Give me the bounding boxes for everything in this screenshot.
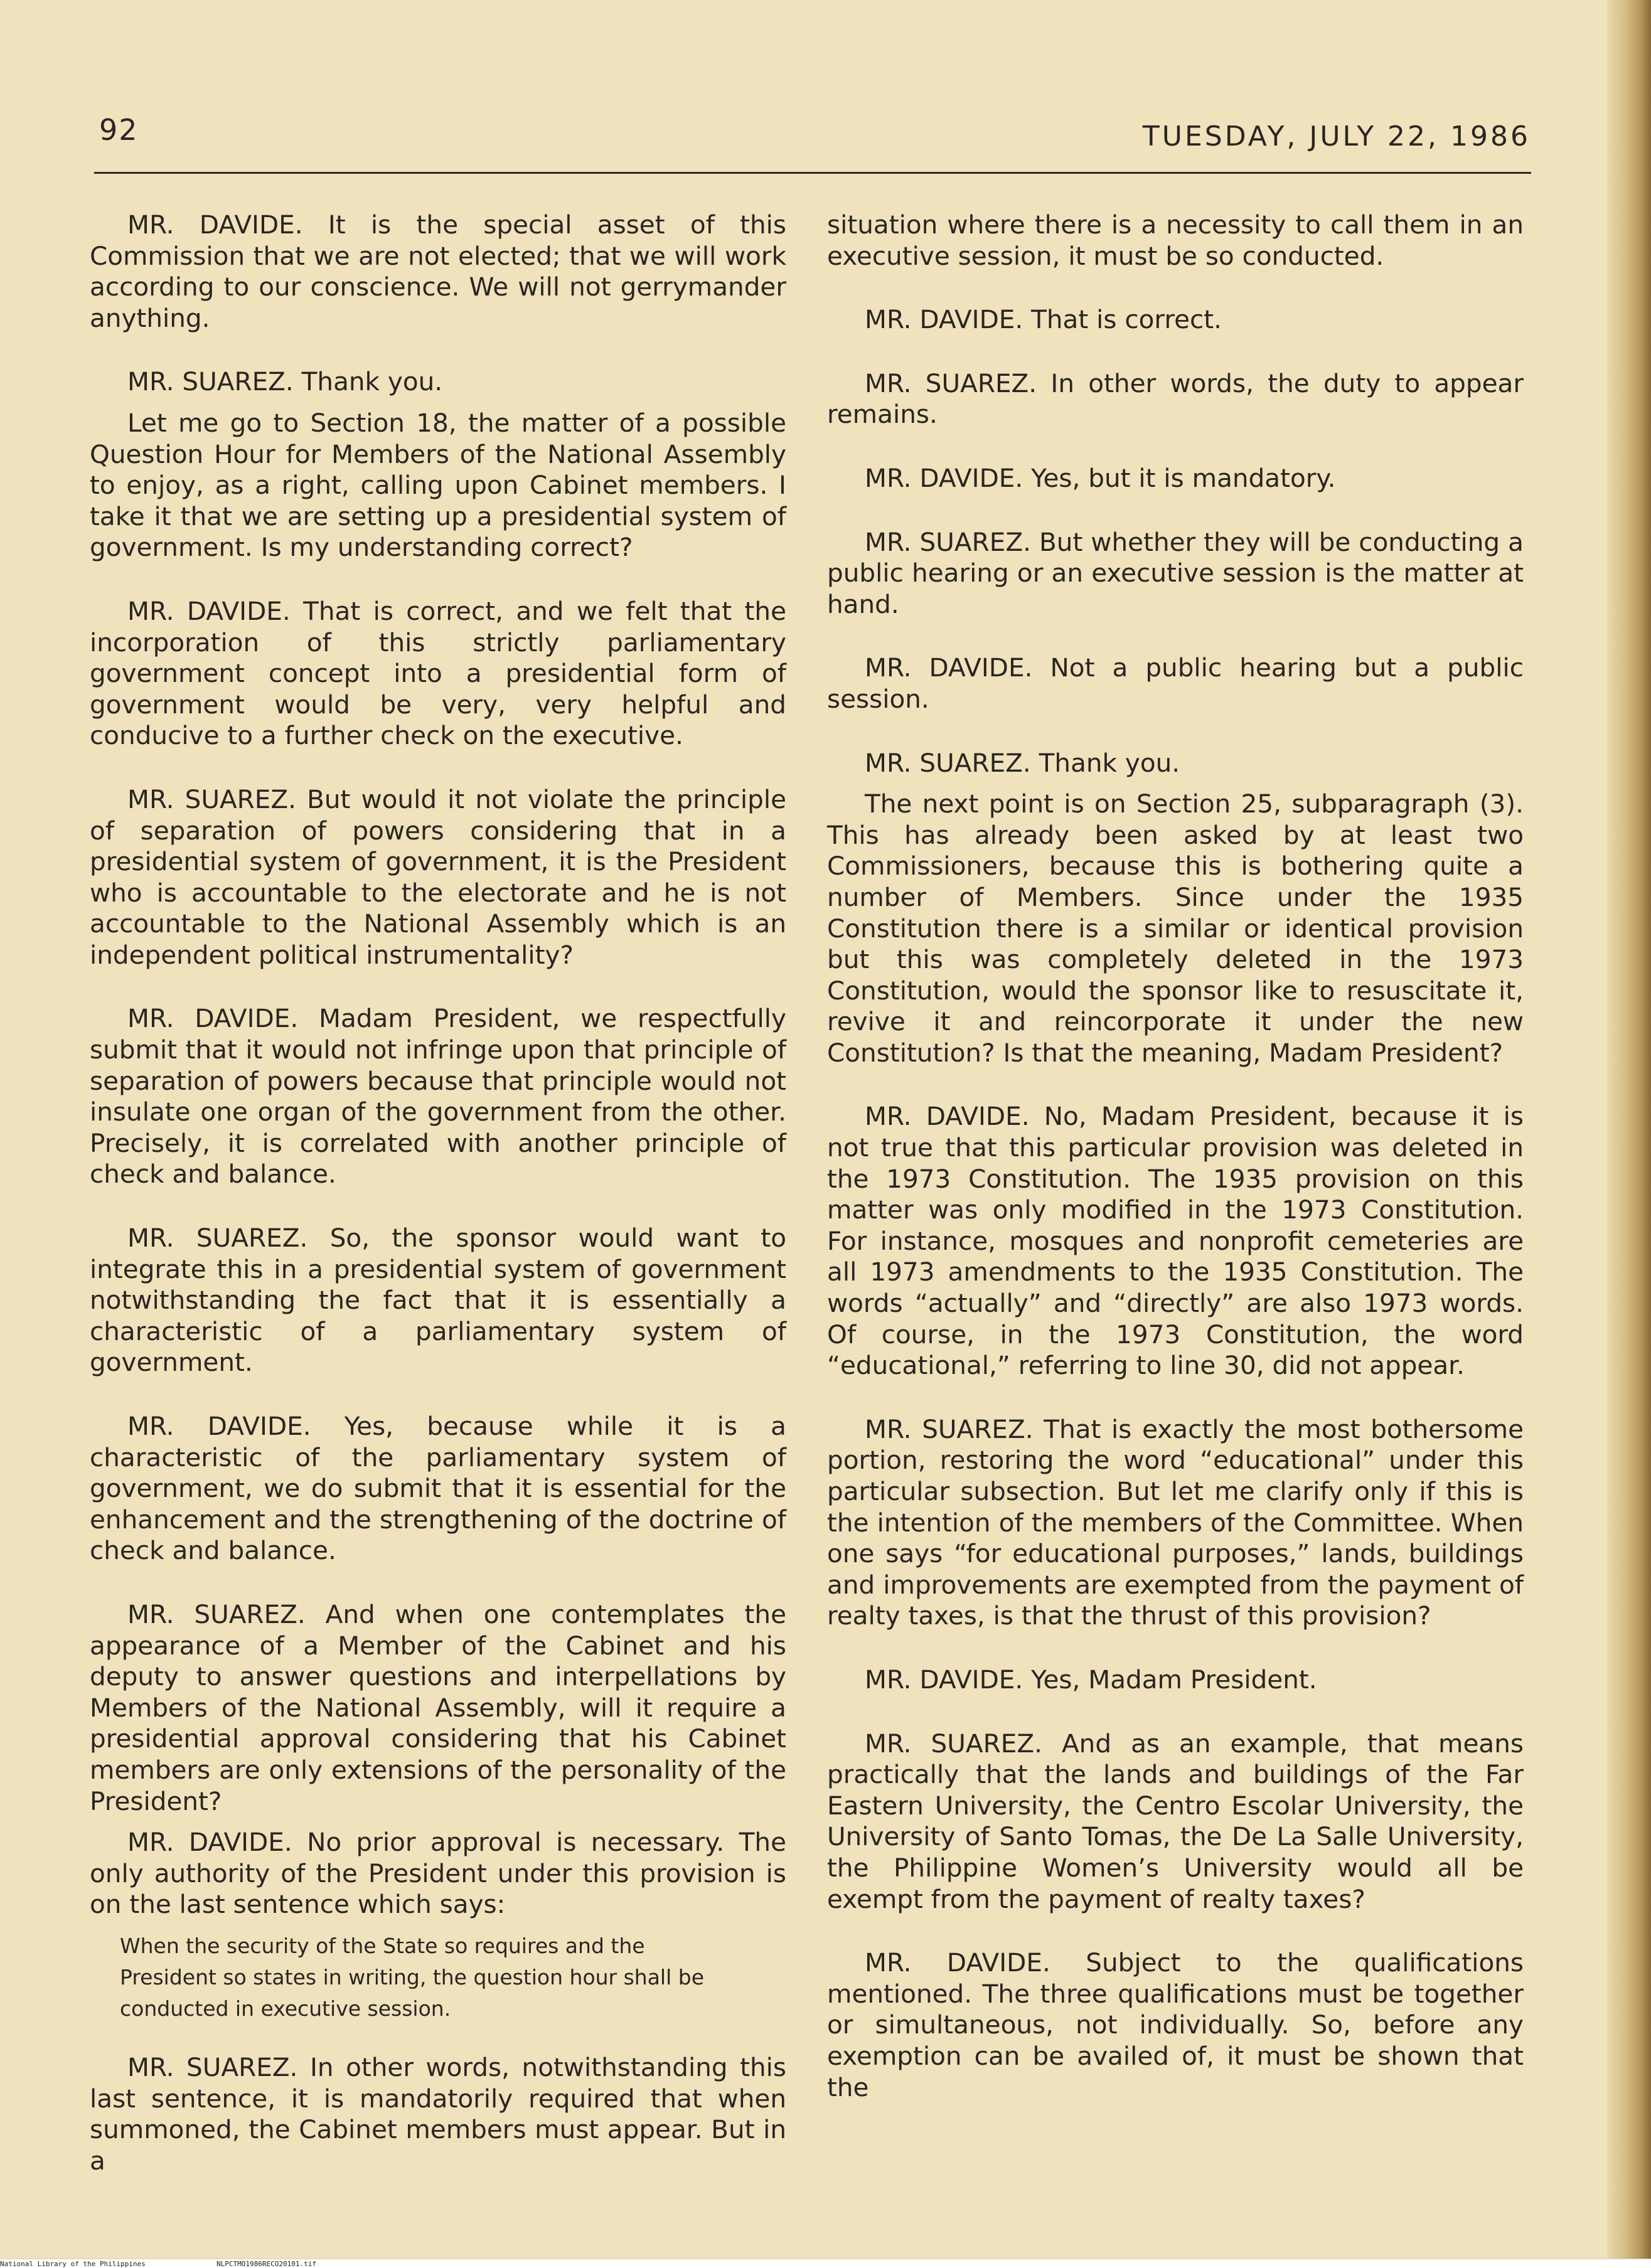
paragraph: MR. SUAREZ. And as an example, that means practically that the lands and buildings of the Far Eastern University, the Centro Escolar University, the University of Santo Tomas, the De La Salle University, the Philippine Women’s University would all be exempt from the payment of realty taxes?: [827, 1728, 1524, 1914]
paragraph: MR. DAVIDE. Yes, but it is mandatory.: [865, 462, 1336, 493]
paragraph: MR. SUAREZ. In other words, the duty to appear remains.: [827, 368, 1524, 430]
paragraph: MR. DAVIDE. Yes, because while it is a characteristic of the parliamentary system of government, we do submit that it is essential for the enhancement and the strengthening of the doctrine of check and balance.: [90, 1411, 786, 1566]
scan-footer-filename: NLPCTMO1986RECO20101.tif: [216, 2260, 316, 2268]
paragraph: MR. DAVIDE. Not a public hearing but a public session.: [827, 652, 1524, 714]
paragraph: MR. DAVIDE. That is correct, and we felt that the incorporation of this strictly parliamentary government concept into a presidential form of government would be very, very helpful and conducive to a further check on the executive.: [90, 595, 786, 751]
page-date-header: TUESDAY, JULY 22, 1986: [1142, 120, 1531, 152]
paragraph: MR. SUAREZ. Thank you.: [865, 747, 1180, 778]
paragraph: MR. SUAREZ. But whether they will be conducting a public hearing or an executive session is the matter at hand.: [827, 526, 1524, 619]
paragraph: MR. DAVIDE. Yes, Madam President.: [865, 1664, 1317, 1695]
paragraph: MR. SUAREZ. And when one contemplates the appearance of a Member of the Cabinet and his deputy to answer questions and interpellations by Members of the National Assembly, will it require a presidential approval considering that his Cabinet members are only extensions of the personality of the President?: [90, 1599, 786, 1816]
paragraph: MR. DAVIDE. No, Madam President, because it is not true that this particular provision was deleted in the 1973 Constitution. The 1935 provision on this matter was only modified in the 1973 Constitution. For instance, mosques and nonprofit cemeteries are all 1973 amendments to the 1935 Constitution. The words “actually” and “directly” are also 1973 words. Of course, in the 1973 Constitution, the word “educational,” referring to line 30, did not appear.: [827, 1101, 1524, 1381]
paragraph: MR. SUAREZ. That is exactly the most bothersome portion, restoring the word “educational” under this particular subsection. But let me clarify only if this is the intention of the members of the Committee. When one says “for educational purposes,” lands, buildings and improvements are exempted from the payment of realty taxes, is that the thrust of this provision?: [827, 1414, 1524, 1631]
header-rule: [94, 172, 1531, 174]
scan-footer-library: National Library of the Philippines: [0, 2260, 146, 2268]
paragraph: The next point is on Section 25, subparagraph (3). This has already been asked by at least two Commissioners, because this is bothering quite a number of Members. Since under the 1935 Constitution there is a similar or identical provision but this was completely deleted in the 1973 Constitution, would the sponsor like to resuscitate it, revive it and reincorporate it under the new Constitution? Is that the meaning, Madam President?: [827, 789, 1524, 1068]
left-column: [90, 210, 786, 2209]
paragraph: MR. SUAREZ. Thank you.: [127, 366, 443, 397]
paragraph: MR. DAVIDE. Madam President, we respectfully submit that it would not infringe upon that principle of separation of powers because that principle would not insulate one organ of the government from the other. Precisely, it is correlated with another principle of check and balance.: [90, 1003, 786, 1190]
paragraph: MR. SUAREZ. But would it not violate the principle of separation of powers considering that in a presidential system of government, it is the President who is accountable to the electorate and he is not accountable to the National Assembly which is an independent political instrumentality?: [90, 784, 786, 970]
paragraph: MR. DAVIDE. No prior approval is necessary. The only authority of the President under this provision is on the last sentence which says:: [90, 1827, 786, 1920]
paragraph: MR. DAVIDE. It is the special asset of this Commission that we are not elected; that we will work according to our conscience. We will not gerrymander anything.: [90, 210, 786, 333]
paragraph: MR. DAVIDE. Subject to the qualifications mentioned. The three qualifications must be together or simultaneous, not individually. So, before any exemption can be availed of, it must be shown that the: [827, 1947, 1524, 2102]
paragraph: situation where there is a necessity to call them in an executive session, it must be so conducted.: [827, 210, 1524, 271]
right-column: [827, 210, 1524, 2136]
paragraph: MR. DAVIDE. That is correct.: [865, 304, 1222, 335]
paragraph: Let me go to Section 18, the matter of a possible Question Hour for Members of the National Assembly to enjoy, as a right, calling upon Cabinet members. I take it that we are setting up a presidential system of government. Is my understanding correct?: [90, 407, 786, 563]
paragraph: MR. SUAREZ. So, the sponsor would want to integrate this in a presidential system of government notwithstanding the fact that it is essentially a characteristic of a parliamentary system of government.: [90, 1223, 786, 1378]
paragraph: MR. SUAREZ. In other words, notwithstanding this last sentence, it is mandatorily required that when summoned, the Cabinet members must appear. But in a: [90, 2052, 786, 2176]
page-number: 92: [99, 113, 139, 147]
block-quote: When the security of the State so requires and the President so states in writing, the question hour shall be conducted in executive session.: [120, 1933, 705, 2021]
page-edge-shadow: [1607, 0, 1651, 2268]
